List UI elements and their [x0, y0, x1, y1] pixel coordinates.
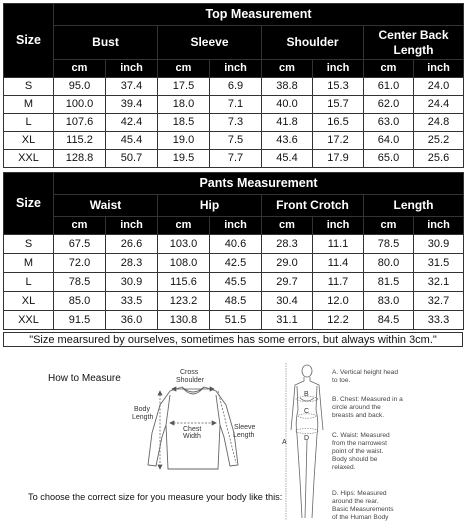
value-cell: 63.0 — [364, 114, 414, 132]
value-cell: 25.2 — [414, 132, 464, 150]
value-cell: 103.0 — [158, 235, 210, 254]
size-header: Size — [4, 4, 54, 78]
value-cell: 33.3 — [414, 311, 464, 330]
value-cell: 100.0 — [54, 96, 106, 114]
body-length-label: Body — [134, 406, 150, 413]
value-cell: 28.3 — [106, 254, 158, 273]
value-cell: 28.3 — [262, 235, 313, 254]
table-row — [4, 114, 464, 132]
garment-diagram — [130, 365, 270, 495]
size-cell: XL — [4, 292, 54, 311]
value-cell: 95.0 — [54, 78, 106, 96]
table-title: Top Measurement — [54, 4, 464, 26]
value-cell: 40.0 — [262, 96, 313, 114]
value-cell: 107.6 — [54, 114, 106, 132]
group-header-length: Length — [364, 195, 464, 217]
description-line: relaxed. — [332, 464, 356, 472]
value-cell: 80.0 — [364, 254, 414, 273]
letter-c-label: C — [304, 408, 310, 415]
value-cell: 115.6 — [158, 273, 210, 292]
size-cell: S — [4, 78, 54, 96]
value-cell: 12.0 — [313, 292, 364, 311]
group-header-sleeve: Sleeve — [158, 26, 262, 60]
value-cell: 78.5 — [364, 235, 414, 254]
group-header-waist: Waist — [54, 195, 158, 217]
unit-header: cm — [262, 217, 313, 235]
value-cell: 37.4 — [106, 78, 158, 96]
table-row — [4, 78, 464, 96]
table-title: Pants Measurement — [54, 173, 464, 195]
value-cell: 45.5 — [210, 273, 262, 292]
group-header-shoulder: Shoulder — [262, 26, 364, 60]
description-c — [332, 432, 462, 472]
value-cell: 11.4 — [313, 254, 364, 273]
group-header-bust: Bust — [54, 26, 158, 60]
size-header: Size — [4, 173, 54, 235]
description-b — [332, 396, 462, 420]
value-cell: 19.5 — [158, 150, 210, 168]
top-measurement-table — [3, 3, 464, 168]
value-cell: 30.9 — [414, 235, 464, 254]
value-cell: 18.5 — [158, 114, 210, 132]
description-line: circle around the — [332, 404, 381, 412]
value-cell: 43.6 — [262, 132, 313, 150]
value-cell: 30.9 — [106, 273, 158, 292]
description-line: B. Chest: Measured in a — [332, 396, 403, 403]
unit-header: inch — [313, 217, 364, 235]
value-cell: 7.5 — [210, 132, 262, 150]
value-cell: 29.0 — [262, 254, 313, 273]
value-cell: 45.4 — [262, 150, 313, 168]
unit-header: inch — [414, 60, 464, 78]
letter-d-label: D — [304, 435, 310, 442]
table-row — [4, 311, 464, 330]
value-cell: 31.1 — [262, 311, 313, 330]
unit-header: cm — [54, 217, 106, 235]
chest-width-label: Width — [183, 433, 201, 440]
value-cell: 91.5 — [54, 311, 106, 330]
value-cell: 51.5 — [210, 311, 262, 330]
description-a — [332, 369, 462, 385]
value-cell: 7.3 — [210, 114, 262, 132]
description-line: from the narrowest — [332, 440, 387, 448]
table-row — [4, 292, 464, 311]
value-cell: 24.0 — [414, 78, 464, 96]
size-cell: L — [4, 273, 54, 292]
value-cell: 12.2 — [313, 311, 364, 330]
value-cell: 15.3 — [313, 78, 364, 96]
description-line: point of the waist. — [332, 448, 384, 456]
value-cell: 45.4 — [106, 132, 158, 150]
description-d — [332, 490, 462, 522]
description-line: of the Human Body — [332, 514, 389, 522]
value-cell: 19.0 — [158, 132, 210, 150]
unit-header: cm — [54, 60, 106, 78]
value-cell: 7.7 — [210, 150, 262, 168]
unit-header: inch — [210, 217, 262, 235]
chest-width-label: Chest — [183, 426, 202, 433]
value-cell: 48.5 — [210, 292, 262, 311]
sleeve-length-label: Sleeve — [234, 424, 256, 431]
size-cell: XXL — [4, 150, 54, 168]
size-cell: L — [4, 114, 54, 132]
description-line: C. Waist: Measured — [332, 432, 390, 439]
size-cell: XL — [4, 132, 54, 150]
value-cell: 39.4 — [106, 96, 158, 114]
value-cell: 36.0 — [106, 311, 158, 330]
sleeve-length-label: Length — [233, 432, 255, 439]
value-cell: 11.1 — [313, 235, 364, 254]
measurement-note: "Size mearsured by ourselves, sometimes has some errors, but always within 3cm." — [3, 332, 463, 347]
value-cell: 26.6 — [106, 235, 158, 254]
value-cell: 67.5 — [54, 235, 106, 254]
value-cell: 31.5 — [414, 254, 464, 273]
value-cell: 42.5 — [210, 254, 262, 273]
value-cell: 81.5 — [364, 273, 414, 292]
value-cell: 38.8 — [262, 78, 313, 96]
value-cell: 33.5 — [106, 292, 158, 311]
value-cell: 115.2 — [54, 132, 106, 150]
value-cell: 18.0 — [158, 96, 210, 114]
value-cell: 78.5 — [54, 273, 106, 292]
group-header-front-crotch: Front Crotch — [262, 195, 364, 217]
unit-header: cm — [158, 60, 210, 78]
value-cell: 17.5 — [158, 78, 210, 96]
value-cell: 128.8 — [54, 150, 106, 168]
table-row — [4, 273, 464, 292]
letter-b-label: B — [304, 391, 309, 398]
size-cell: S — [4, 235, 54, 254]
value-cell: 17.9 — [313, 150, 364, 168]
value-cell: 65.0 — [364, 150, 414, 168]
value-cell: 16.5 — [313, 114, 364, 132]
how-to-measure-title: How to Measure — [48, 373, 121, 384]
value-cell: 41.8 — [262, 114, 313, 132]
value-cell: 30.4 — [262, 292, 313, 311]
group-header-hip: Hip — [158, 195, 262, 217]
unit-header: inch — [106, 60, 158, 78]
group-header-center-back-length: Center Back Length — [364, 26, 464, 60]
unit-header: inch — [106, 217, 158, 235]
letter-a-label: A — [282, 439, 287, 446]
table-row — [4, 254, 464, 273]
value-cell: 64.0 — [364, 132, 414, 150]
unit-header: cm — [158, 217, 210, 235]
unit-header: inch — [210, 60, 262, 78]
value-cell: 6.9 — [210, 78, 262, 96]
value-cell: 50.7 — [106, 150, 158, 168]
value-cell: 62.0 — [364, 96, 414, 114]
value-cell: 42.4 — [106, 114, 158, 132]
cross-shoulder-label: Cross — [180, 369, 199, 376]
body-figure-diagram — [282, 360, 332, 525]
unit-header: inch — [414, 217, 464, 235]
size-cell: XXL — [4, 311, 54, 330]
table-row — [4, 150, 464, 168]
choose-size-text: To choose the correct size for you measure your body like this: — [28, 492, 283, 502]
description-line: A. Vertical height head — [332, 369, 398, 376]
value-cell: 123.2 — [158, 292, 210, 311]
table-row — [4, 132, 464, 150]
value-cell: 29.7 — [262, 273, 313, 292]
description-line: Basic Measurements — [332, 506, 394, 514]
description-line: to toe. — [332, 377, 351, 385]
value-cell: 7.1 — [210, 96, 262, 114]
description-line: breasts and back. — [332, 412, 385, 420]
unit-header: inch — [313, 60, 364, 78]
value-cell: 40.6 — [210, 235, 262, 254]
value-cell: 32.1 — [414, 273, 464, 292]
value-cell: 61.0 — [364, 78, 414, 96]
value-cell: 72.0 — [54, 254, 106, 273]
value-cell: 85.0 — [54, 292, 106, 311]
description-line: Body should be — [332, 456, 378, 464]
description-line: around the rear. — [332, 498, 379, 506]
unit-header: cm — [364, 217, 414, 235]
pants-measurement-table — [3, 172, 464, 330]
value-cell: 24.4 — [414, 96, 464, 114]
value-cell: 25.6 — [414, 150, 464, 168]
unit-header: cm — [364, 60, 414, 78]
description-line: D. Hips: Measured — [332, 490, 387, 497]
value-cell: 108.0 — [158, 254, 210, 273]
table-row — [4, 96, 464, 114]
value-cell: 83.0 — [364, 292, 414, 311]
value-cell: 32.7 — [414, 292, 464, 311]
table-row — [4, 235, 464, 254]
body-length-label: Length — [132, 414, 154, 421]
size-cell: M — [4, 254, 54, 273]
value-cell: 84.5 — [364, 311, 414, 330]
value-cell: 17.2 — [313, 132, 364, 150]
value-cell: 11.7 — [313, 273, 364, 292]
value-cell: 24.8 — [414, 114, 464, 132]
unit-header: cm — [262, 60, 313, 78]
value-cell: 15.7 — [313, 96, 364, 114]
value-cell: 130.8 — [158, 311, 210, 330]
cross-shoulder-label: Shoulder — [176, 377, 205, 384]
size-cell: M — [4, 96, 54, 114]
